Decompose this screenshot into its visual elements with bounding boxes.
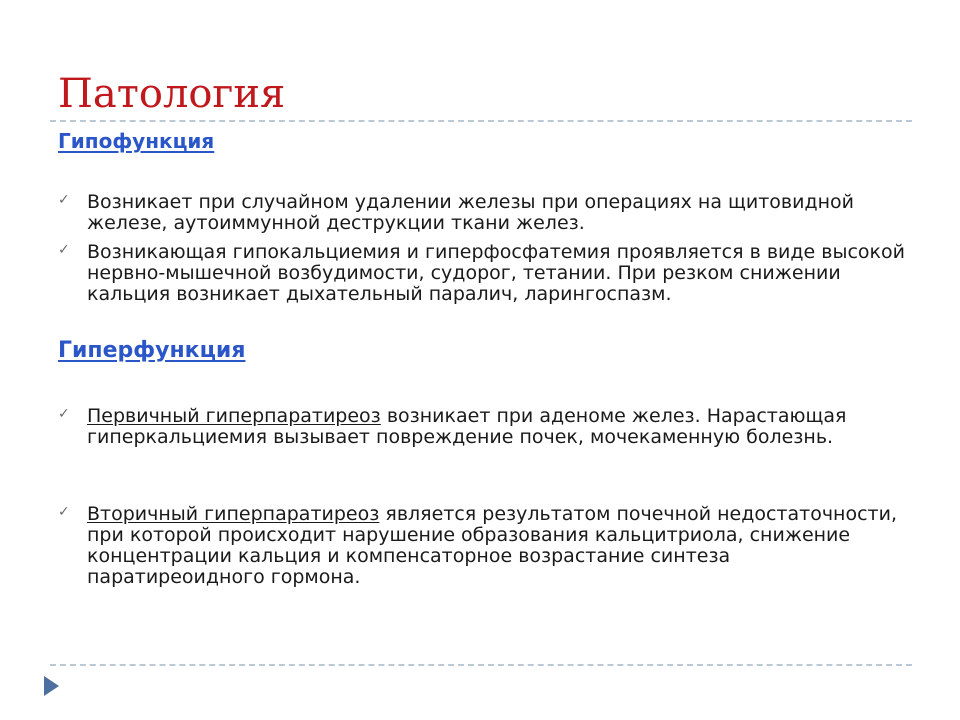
footer-divider	[50, 664, 912, 666]
title-divider	[50, 120, 912, 122]
bullet-hypo-2	[58, 242, 908, 305]
bullet-hyper-2	[58, 504, 908, 588]
bullet-text: Возникающая гипокальциемия и гиперфосфатемия проявляется в виде высокой нервно-мышечной возбудимости, судорог, тетании. При резком снижении кальция возникает дыхательный паралич, ларингоспазм.	[87, 241, 905, 305]
checkmark-icon: ✓	[58, 406, 70, 422]
checkmark-icon: ✓	[58, 192, 70, 208]
checkmark-icon: ✓	[58, 242, 70, 258]
checkmark-icon: ✓	[58, 504, 70, 520]
term-secondary-hyperparathyroidism[interactable]: Вторичный гиперпаратиреоз	[87, 503, 380, 525]
term-primary-hyperparathyroidism[interactable]: Первичный гиперпаратиреоз	[87, 405, 381, 427]
bullet-hyper-1	[58, 406, 908, 448]
bullet-hypo-1	[58, 192, 908, 234]
triangle-right-icon[interactable]	[44, 676, 59, 696]
heading-hypofunction[interactable]: Гипофункция	[58, 129, 215, 153]
bullet-text: возникает при аденоме желез. Нарастающая гиперкальциемия вызывает повреждение почек, мочекаменную болезнь.	[87, 405, 847, 448]
bullet-text: является результатом почечной недостаточности, при которой происходит нарушение образования кальцитриола, снижение концентрации кальция и компенсаторное возрастание синтеза паратиреоидного гормона.	[87, 503, 897, 588]
heading-hyperfunction[interactable]: Гиперфункция	[58, 338, 246, 363]
bullet-text: Возникает при случайном удалении железы при операциях на щитовидной железе, аутоиммунной деструкции ткани желез.	[87, 191, 855, 234]
slide-title: Патология	[58, 71, 286, 117]
